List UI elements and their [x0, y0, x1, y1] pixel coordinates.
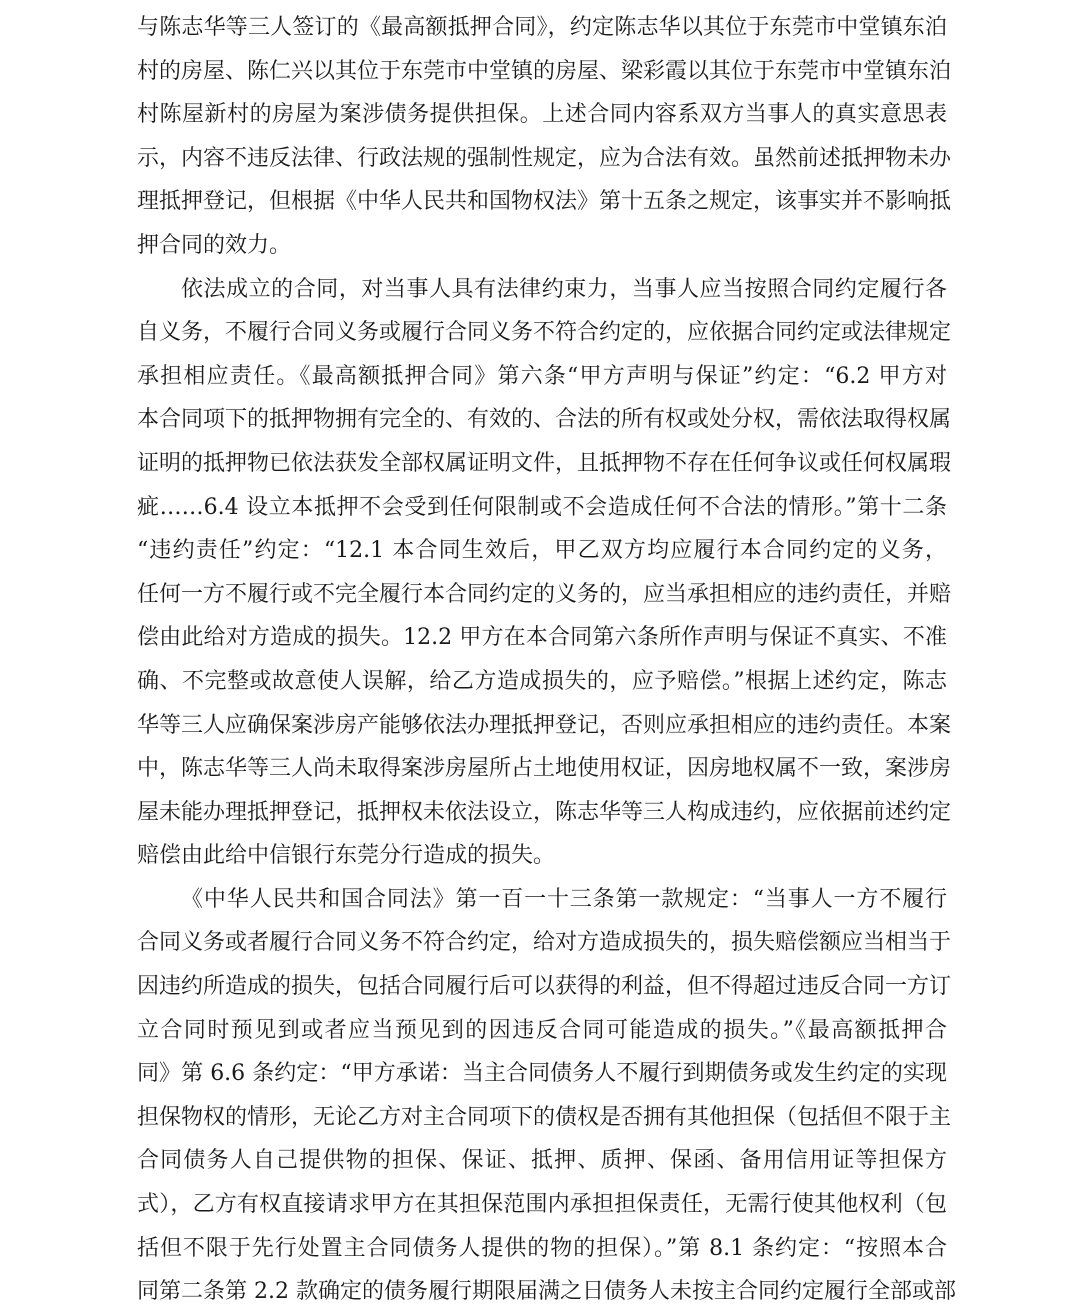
text-line: 赔偿由此给中信银行东莞分行造成的损失。	[137, 843, 556, 869]
text-line: 括但不限于先行处置主合同债务人提供的物的担保）。”第 8.1 条约定：“按照本合	[137, 1235, 947, 1261]
paragraph-2	[137, 268, 952, 878]
text-line: 押合同的效力。	[137, 232, 292, 258]
text-line: 因违约所造成的损失，包括合同履行后可以获得的利益，但不得超过违反合同一方订	[137, 974, 952, 1000]
text-line: 与陈志华等三人签订的《最高额抵押合同》，约定陈志华以其位于东莞市中堂镇东泊	[137, 15, 947, 40]
text-line: 疵……6.4 设立本抵押不会受到任何限制或不会造成任何不合法的情形。”第十二条	[137, 494, 947, 520]
text-line: 偿由此给对方造成的损失。12.2 甲方在本合同第六条所作声明与保证不真实、不准	[137, 625, 947, 651]
judgment-text	[137, 6, 956, 1314]
paragraph-1	[137, 6, 952, 268]
text-line: 屋未能办理抵押登记，抵押权未依法设立，陈志华等三人构成违约，应依据前述约定	[137, 799, 952, 825]
paragraph-3	[137, 878, 956, 1314]
text-line: 华等三人应确保案涉房产能够依法办理抵押登记，否则应承担相应的违约责任。本案	[137, 712, 952, 738]
text-line: 示，内容不违反法律、行政法规的强制性规定，应为合法有效。虽然前述抵押物未办	[137, 145, 952, 171]
text-line: 《中华人民共和国合同法》第一百一十三条第一款规定：“当事人一方不履行	[181, 886, 947, 912]
text-line: 同第二条第 2.2 款确定的债务履行期限届满之日债务人未按主合同约定履行全部或部	[137, 1279, 956, 1305]
text-line: 自义务，不履行合同义务或履行合同义务不符合约定的，应依据合同约定或法律规定	[137, 320, 952, 346]
text-line: 本合同项下的抵押物拥有完全的、有效的、合法的所有权或处分权，需依法取得权属	[137, 407, 952, 433]
text-line: 合同义务或者履行合同义务不符合约定，给对方造成损失的，损失赔偿额应当相当于	[137, 930, 952, 956]
text-line: 合同债务人自己提供物的担保、保证、抵押、质押、保函、备用信用证等担保方	[137, 1148, 947, 1174]
text-line: 立合同时预见到或者应当预见到的因违反合同可能造成的损失。”《最高额抵押合	[137, 1017, 947, 1043]
text-line: “违约责任”约定：“12.1 本合同生效后，甲乙双方均应履行本合同约定的义务，	[137, 538, 947, 564]
text-line: 证明的抵押物已依法获发全部权属证明文件，且抵押物不存在任何争议或任何权属瑕	[137, 450, 952, 476]
text-line: 村的房屋、陈仁兴以其位于东莞市中堂镇的房屋、梁彩霞以其位于东莞市中堂镇东泊	[137, 58, 952, 84]
text-line: 中，陈志华等三人尚未取得案涉房屋所占土地使用权证，因房地权属不一致，案涉房	[137, 756, 952, 782]
text-line: 任何一方不履行或不完全履行本合同约定的义务的，应当承担相应的违约责任，并赔	[137, 581, 952, 607]
text-line: 承担相应责任。《最高额抵押合同》第六条“甲方声明与保证”约定：“6.2 甲方对	[137, 363, 947, 389]
text-line: 同》第 6.6 条约定：“甲方承诺：当主合同债务人不履行到期债务或发生约定的实现	[137, 1061, 947, 1087]
text-line: 理抵押登记，但根据《中华人民共和国物权法》第十五条之规定，该事实并不影响抵	[137, 189, 952, 215]
text-line: 担保物权的情形，无论乙方对主合同项下的债权是否拥有其他担保（包括但不限于主	[137, 1104, 952, 1130]
text-line: 确、不完整或故意使人误解，给乙方造成损失的，应予赔偿。”根据上述约定，陈志	[137, 668, 947, 694]
text-line: 式），乙方有权直接请求甲方在其担保范围内承担担保责任，无需行使其他权利（包	[137, 1192, 947, 1218]
text-line: 村陈屋新村的房屋为案涉债务提供担保。上述合同内容系双方当事人的真实意思表	[137, 102, 947, 128]
text-line: 依法成立的合同，对当事人具有法律约束力，当事人应当按照合同约定履行各	[181, 276, 947, 302]
